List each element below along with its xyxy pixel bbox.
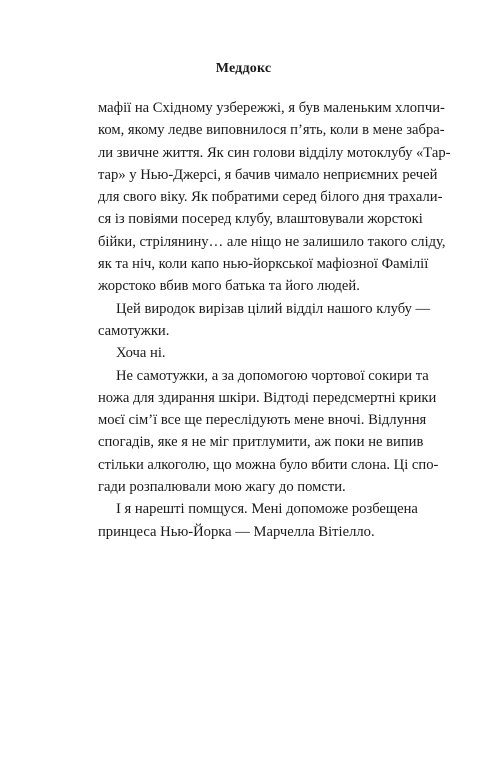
paragraph <box>98 97 451 298</box>
text-line: Хоча ні. <box>116 345 166 362</box>
text-line: ком, якому ледве виповнилося п’ять, коли в мене забра- <box>98 122 445 139</box>
text-line: тар» у Нью-Джерсі, я бачив чимало неприємних речей <box>98 166 438 183</box>
running-head: Меддокс <box>215 61 272 76</box>
paragraph <box>98 365 439 499</box>
text-line: бійки, стрілянину… але ніщо не залишило такого сліду, <box>98 233 446 250</box>
text-line: самотужки. <box>98 322 170 339</box>
text-line: спогадів, яке я не міг притлумити, аж поки не випив <box>98 434 424 451</box>
text-line: мафії на Східному узбережжі, я був маленьким хлопчи- <box>98 100 445 116</box>
text-line: ли звичне життя. Як син голови відділу мотоклубу «Тар- <box>98 144 451 161</box>
text-line: гади розпалювали мою жагу до помсти. <box>98 479 346 496</box>
body-text <box>98 97 451 543</box>
text-line: моєї сім’ї все ще переслідують мене вночі. Відлуння <box>98 412 427 429</box>
text-line: ножа для здирання шкіри. Відтоді передсмертні крики <box>98 389 437 406</box>
text-line: Цей виродок вирізав цілий відділ нашого клубу — <box>116 300 431 317</box>
text-line: жорстоко вбив мого батька та його людей. <box>98 278 360 295</box>
text-line: Не самотужки, а за допомогою чортової сокири та <box>116 367 429 384</box>
text-line: для свого віку. Як побратими серед білого дня трахали- <box>98 189 443 206</box>
text-line: ся із повіями посеред клубу, влаштовували жорстокі <box>98 211 423 228</box>
text-line: І я нарешті помщуся. Мені допоможе розбещена <box>116 501 418 518</box>
paragraph <box>98 342 398 364</box>
paragraph <box>98 298 431 343</box>
text-line: стільки алкоголю, що можна було вбити слона. Ці спо- <box>98 456 439 473</box>
text-line: як та ніч, коли капо нью-йоркської мафіозної Фамілії <box>98 256 429 273</box>
paragraph <box>98 498 418 543</box>
text-line: принцеса Нью-Йорка — Марчелла Вітіелло. <box>98 523 375 540</box>
